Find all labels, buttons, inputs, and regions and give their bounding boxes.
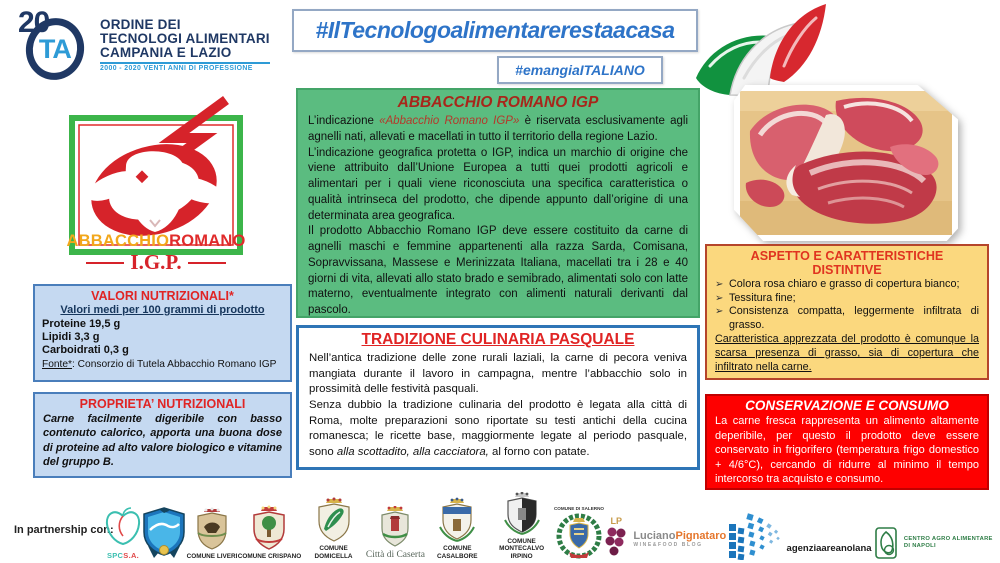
description-p3: Il prodotto Abbacchio Romano IGP deve essere costituito da carne di agnelli maschi e femmine appartenenti alla razza Sarda, Comisana, Sopravvissana, Massese e Merinizzata Italiana, macellati tra i 28 e 40 giorni di vita, allevati allo stato brado e semibrado, alimentati solo con latte materno, eventualmente integrato con alimenti naturali derivanti dal pascolo. — [308, 225, 688, 316]
org-name-block — [100, 6, 270, 72]
grapes-icon — [604, 526, 628, 560]
partner-logo-comune-crispano — [238, 505, 301, 560]
nutrition-source — [42, 359, 283, 370]
aspect-title: ASPETTO E CARATTERISTICHE DISTINTIVE — [750, 249, 944, 277]
luciano-pignataro-name — [633, 530, 726, 542]
storage-title: CONSERVAZIONE E CONSUMO — [745, 398, 949, 413]
nutritional-properties-box — [33, 392, 292, 478]
storage-box — [705, 394, 989, 490]
tradition-p2-after: al forno con patate. — [488, 445, 590, 458]
comune-domicella-crest-icon — [316, 497, 352, 543]
comune-domicella-label: COMUNE DOMICELLA — [314, 545, 353, 560]
arrow-bullet-icon: ➢ — [715, 292, 724, 304]
description-title: ABBACCHIO ROMANO IGP — [397, 94, 599, 111]
luciano-pignataro-logo-row — [604, 517, 726, 560]
comune-liveri-crest-icon — [195, 507, 229, 551]
partnership-label: In partnership con: — [14, 524, 114, 536]
lamb-chops-photo — [734, 85, 958, 241]
photo-frame — [734, 85, 958, 241]
product-logo-igp-row — [56, 250, 256, 275]
mosaic-fan-icon — [727, 510, 785, 560]
product-logo-word3: I.G.P. — [130, 250, 182, 274]
arrow-bullet-icon: ➢ — [715, 306, 724, 318]
tradition-body — [309, 351, 687, 460]
tradition-p2 — [309, 398, 687, 461]
nutritional-properties-body: Carne facilmente digeribile con basso contenuto calorico, apporta una buona dose di proteine ad alto valore biologico e vitamine del gruppo B. — [43, 413, 282, 468]
partner-logo-spcsa — [104, 506, 142, 560]
lamb-meat-image — [740, 91, 952, 235]
comune-casalbore-label: COMUNE CASALBORE — [437, 545, 478, 560]
igp-right-rule — [188, 262, 226, 264]
agenzia-row — [727, 510, 872, 560]
comune-crispano-label: COMUNE CRISPANO — [237, 552, 302, 560]
nutrition-values-subtitle: Valori medi per 100 grammi di prodotto — [60, 304, 265, 316]
arrow-bullet-icon: ➢ — [715, 279, 724, 290]
igp-left-rule — [86, 262, 124, 264]
spcsa-label — [107, 551, 139, 560]
tradition-box — [296, 325, 700, 470]
org-logo — [12, 6, 284, 88]
aspect-bullet-2 — [715, 292, 979, 306]
aspect-note: Caratteristica apprezzata del prodotto è comunque la scarsa presenza di grasso, sia di copertura che infiltrato nella carne. — [715, 333, 979, 373]
nutrition-values-box — [33, 284, 292, 382]
aspect-bullet-3 — [715, 305, 979, 332]
org-logo-number: 20 — [18, 6, 50, 39]
comune-montecalvo-label: COMUNE MONTECALVO IRPINO — [499, 537, 545, 560]
comune-liveri-label: COMUNE LIVERI — [186, 552, 238, 560]
partner-logo-comune-montecalvo-irpino — [490, 492, 554, 560]
spcsa-label-part1: SPC — [106, 551, 124, 560]
italian-flag-swoosh-icon — [688, 0, 830, 96]
nutritional-properties-title: PROPRIETA’ NUTRIZIONALI — [79, 397, 246, 411]
nutrition-values-title: VALORI NUTRIZIONALI* — [91, 289, 234, 303]
comune-salerno-crest-icon — [555, 512, 603, 560]
description-p2: L’indicazione geografica protetta o IGP, indica un marchio di origine che viene attribuito dall’Unione Europea a tutti quei prodotti agricoli e alimentari per i quali viene riconosciuta una specifica caratteristica o qualità intrinseca del prodotto, che dipende appunto dall’origine di una determinata area geografica. — [308, 146, 688, 222]
description-p1-highlight: «Abbacchio Romano IGP» — [379, 115, 520, 127]
caan-emblem-icon — [872, 526, 900, 560]
partner-logo-comune-liveri — [187, 507, 238, 560]
comune-di-salerno-label: COMUNE DI SALERNO — [553, 506, 604, 511]
citta-di-caserta-label: Città di Caserta — [365, 550, 425, 560]
nutrition-row-protein: Proteine 19,5 g — [42, 318, 121, 330]
partner-logo-blue-shield-badge — [142, 506, 186, 560]
spcsa-label-part2: S.A. — [123, 551, 140, 560]
storage-body: La carne fresca rappresenta un alimento altamente deperibile, per questo il prodotto deve essere conservato in frigorifero (temperatura frigo domestico + 4/6°C), cercando di ridurre al minimo il tempo intercorso tra acquisto e consumo. — [715, 415, 979, 486]
tradition-p2-italic: alla scottadito, alla cacciatora, — [336, 445, 489, 458]
partner-logos-row — [104, 492, 996, 560]
partner-logo-luciano-pignataro — [604, 517, 726, 560]
description-box — [296, 88, 700, 318]
lp-text-block — [633, 530, 726, 548]
blue-shield-badge-icon — [142, 506, 186, 560]
partner-logo-comune-casalbore — [425, 497, 489, 560]
agenzia-area-nolana-label: agenziaareanolana — [786, 543, 872, 554]
org-logo-mark-icon — [12, 6, 100, 86]
product-logo-word2: ROMANO — [169, 232, 246, 250]
nutrition-source-rest: : Consorzio di Tutela Abbacchio Romano IGP — [72, 358, 277, 370]
tradition-title: TRADIZIONE CULINARIA PASQUALE — [361, 331, 635, 348]
org-logo-initials: TA — [39, 33, 71, 64]
tradition-p2-before: Senza dubbio la tradizione culinaria del prodotto è legata alla città di Roma, molte preparazioni sono riportate su testi antichi della cucina romanesca; le ricette base, maggiormente legate al periodo pasquale, sono — [309, 398, 687, 458]
partner-logo-comune-domicella — [302, 497, 366, 560]
description-p1-after: è riservata esclusivamente agli agnelli nati, allevati e macellati in tutto il territorio della regione Lazio. — [308, 115, 688, 143]
citta-di-caserta-crest-icon — [379, 506, 411, 548]
partner-logo-agenzia-area-nolana — [727, 510, 872, 560]
lp-name-part1: Luciano — [633, 529, 676, 542]
nutrition-source-label: Fonte* — [42, 358, 73, 370]
description-body — [308, 114, 688, 319]
aspect-bullet-1 — [715, 278, 979, 292]
comune-casalbore-crest-icon — [438, 497, 476, 543]
aspect-box — [705, 244, 989, 380]
hashtag-secondary-banner: #emangiaITALIANO — [497, 56, 663, 84]
aspect-bullet-2-text: Tessitura fine; — [729, 291, 796, 304]
lp-monogram: LP — [610, 516, 623, 526]
lp-grapes-block — [604, 517, 628, 560]
comune-crispano-crest-icon — [251, 505, 287, 551]
tradition-p1: Nell’antica tradizione delle zone rurali laziali, la carne di pecora veniva mangiata durante il lavoro in campagna, mentre l’abbacchio solo in prossimità delle festività pasquali. — [309, 352, 687, 396]
aspect-bullet-1-text: Colora rosa chiaro e grasso di copertura bianco; — [729, 278, 960, 290]
luciano-pignataro-sub: WINE&FOOD BLOG — [633, 541, 703, 548]
partner-logo-comune-di-salerno — [554, 506, 604, 560]
partner-logo-centro-agro-alimentare-napoli — [872, 526, 996, 560]
caan-row — [872, 526, 996, 560]
product-logo-word1: ABBACCHIO — [66, 232, 170, 250]
partner-logo-citta-di-caserta — [366, 506, 425, 560]
org-name-line1: ORDINE DEI — [100, 17, 181, 32]
description-p1-before: L’indicazione — [308, 115, 380, 127]
product-logo-wordmark — [56, 232, 256, 251]
org-name-line3: CAMPANIA E LAZIO — [100, 44, 232, 60]
caan-label: CENTRO AGRO ALIMENTARE DI NAPOLI — [903, 536, 993, 549]
aspect-bullet-3-text: Consistenza compatta, leggermente infiltrata di grasso. — [729, 305, 979, 331]
nutrition-row-lipids: Lipidi 3,3 g — [42, 331, 100, 344]
org-name-line2: TECNOLOGI ALIMENTARI — [100, 30, 270, 46]
org-tagline: 2000 - 2020 VENTI ANNI DI PROFESSIONE — [100, 62, 270, 72]
nutrition-row-carbs: Carboidrati 0,3 g — [42, 344, 129, 357]
abbacchio-romano-igp-logo — [56, 94, 256, 284]
comune-montecalvo-crest-icon — [504, 492, 540, 536]
hashtag-main-banner: #IlTecnologoalimentarerestaacasa — [292, 9, 698, 52]
lp-name-part2: Pignataro — [675, 529, 727, 542]
spcsa-apple-icon — [104, 506, 142, 550]
